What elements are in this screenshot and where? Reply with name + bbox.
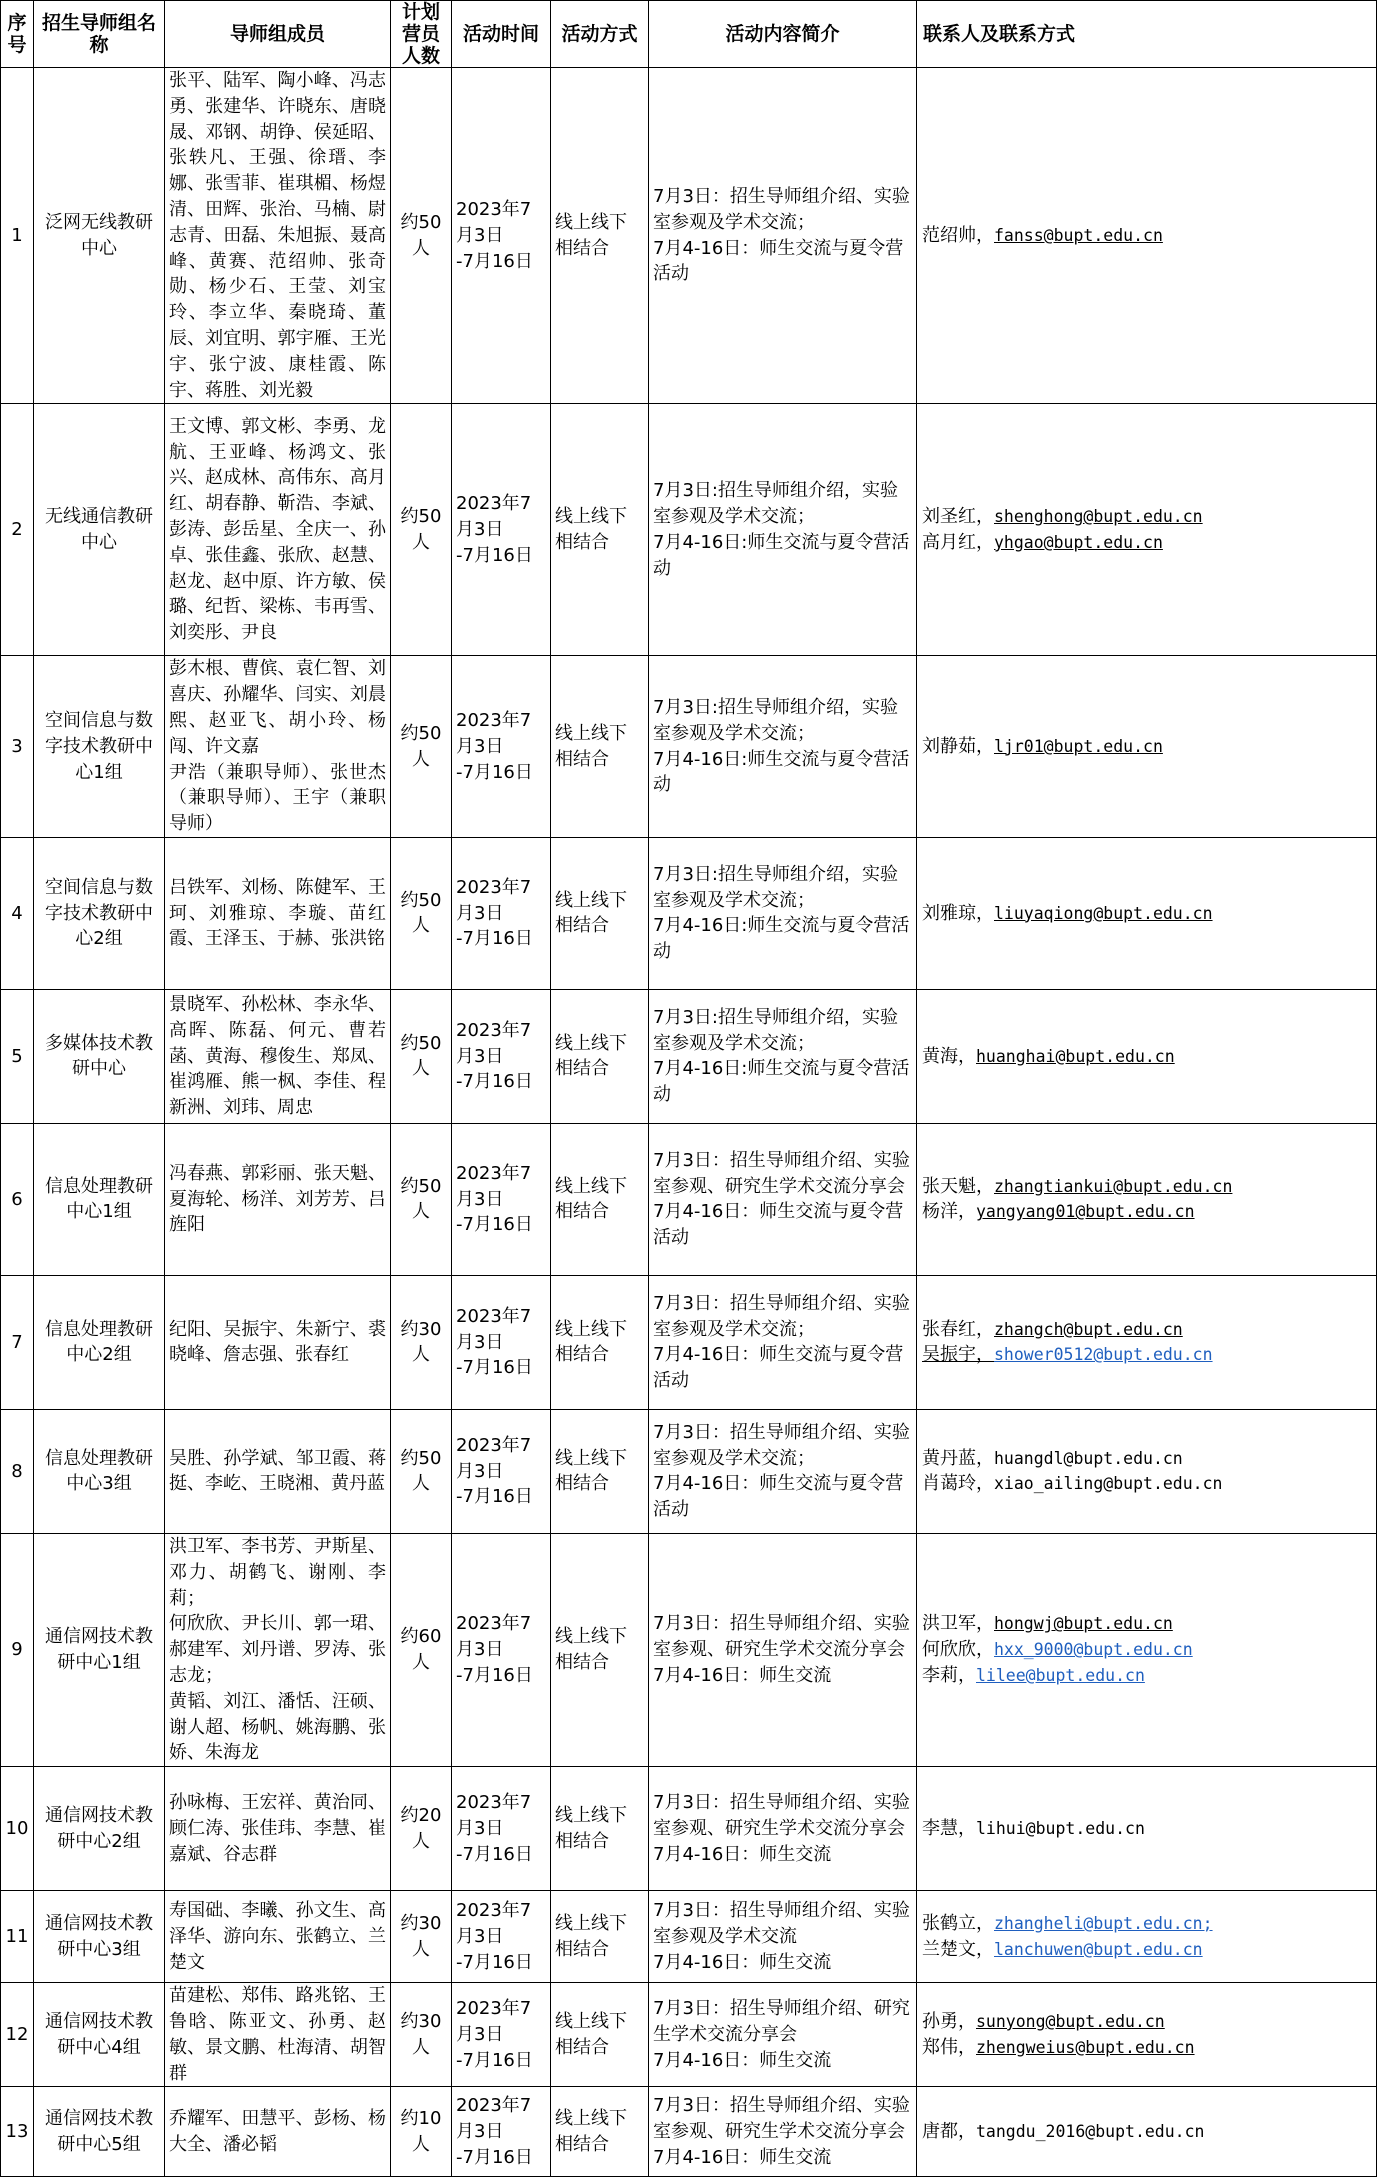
activity-time: 2023年7月3日 -7月16日 [452, 1123, 551, 1275]
activity-time: 2023年7月3日 -7月16日 [452, 1983, 551, 2087]
camper-count: 约10人 [391, 2087, 452, 2177]
row-index: 11 [1, 1891, 34, 1983]
header-contact: 联系人及联系方式 [917, 1, 1377, 68]
header-row [1, 1, 1377, 68]
group-members: 王文博、郭文彬、李勇、龙航、王亚峰、杨鸿文、张兴、赵成林、高伟东、高月红、胡春静、靳浩、李斌、彭涛、彭岳星、全庆一、孙卓、张佳鑫、张欣、赵慧、赵龙、赵中原、许方敏、侯璐、纪哲、梁栋、韦再雪、刘奕彤、尹良 [165, 404, 391, 656]
contact-cell [917, 1275, 1377, 1409]
activity-content: 7月3日：招生导师组介绍、实验室参观、研究生学术交流分享会 7月4-16日：师生交流 [649, 1533, 917, 1766]
table-row [1, 1409, 1377, 1533]
contact-line [922, 1317, 1372, 1343]
table-row [1, 1891, 1377, 1983]
activity-mode: 线上线下相结合 [551, 2087, 649, 2177]
row-index: 13 [1, 2087, 34, 2177]
activity-mode: 线上线下相结合 [551, 1767, 649, 1891]
table-row [1, 68, 1377, 404]
contact-name: 何欣欣， [922, 1639, 994, 1661]
row-index: 8 [1, 1409, 34, 1533]
camper-count: 约50人 [391, 404, 452, 656]
group-name: 空间信息与数字技术教研中心2组 [34, 837, 165, 989]
row-index: 5 [1, 989, 34, 1123]
group-name: 通信网技术教研中心5组 [34, 2087, 165, 2177]
contact-email-link[interactable]: tangdu_2016@bupt.edu.cn [976, 2121, 1205, 2141]
contact-name: 杨洋， [922, 1201, 976, 1223]
contact-email-link[interactable]: liuyaqiong@bupt.edu.cn [994, 903, 1213, 923]
contact-line [922, 223, 1372, 249]
contact-line [922, 1937, 1372, 1963]
table-row [1, 1275, 1377, 1409]
group-members: 冯春燕、郭彩丽、张天魁、夏海轮、杨洋、刘芳芳、吕旌阳 [165, 1123, 391, 1275]
contact-cell [917, 1409, 1377, 1533]
group-members: 景晓军、孙松林、李永华、高晖、陈磊、何元、曹若菡、黄海、穆俊生、郑凤、崔鸿雁、熊一枫、李佳、程新洲、刘玮、周忠 [165, 989, 391, 1123]
group-members: 吕铁军、刘杨、陈健军、王珂、刘雅琼、李璇、苗红霞、王泽玉、于赫、张洪铭 [165, 837, 391, 989]
group-members: 寿国础、李曦、孙文生、高泽华、游向东、张鹤立、兰楚文 [165, 1891, 391, 1983]
activity-mode: 线上线下相结合 [551, 656, 649, 838]
contact-email-link[interactable]: zhangch@bupt.edu.cn [994, 1319, 1183, 1339]
contact-email-link[interactable]: shenghong@bupt.edu.cn [994, 507, 1203, 527]
header-time: 活动时间 [452, 1, 551, 68]
header-content: 活动内容简介 [649, 1, 917, 68]
contact-line [922, 1911, 1372, 1937]
contact-line [922, 1044, 1372, 1070]
table-row [1, 1123, 1377, 1275]
activity-time: 2023年7月3日 -7月16日 [452, 1275, 551, 1409]
activity-mode: 线上线下相结合 [551, 1983, 649, 2087]
contact-email-link[interactable]: yangyang01@bupt.edu.cn [976, 1202, 1195, 1222]
contact-name: 吴振宇， [922, 1344, 994, 1366]
contact-name: 李莉， [922, 1664, 976, 1686]
row-index: 2 [1, 404, 34, 656]
row-index: 9 [1, 1533, 34, 1766]
contact-email-link[interactable]: hongwj@bupt.edu.cn [994, 1614, 1173, 1634]
group-members: 苗建松、郑伟、路兆铭、王鲁晗、陈亚文、孙勇、赵敏、景文鹏、杜海清、胡智群 [165, 1983, 391, 2087]
activity-time: 2023年7月3日 -7月16日 [452, 656, 551, 838]
group-name: 无线通信教研中心 [34, 404, 165, 656]
table-row [1, 989, 1377, 1123]
contact-line [922, 2035, 1372, 2061]
header-idx: 序号 [1, 1, 34, 68]
row-index: 3 [1, 656, 34, 838]
contact-name: 黄丹蓝， [922, 1447, 994, 1469]
contact-name: 张鹤立， [922, 1912, 994, 1934]
activity-mode: 线上线下相结合 [551, 1123, 649, 1275]
activity-time: 2023年7月3日 -7月16日 [452, 1409, 551, 1533]
contact-line [922, 1199, 1372, 1225]
activity-mode: 线上线下相结合 [551, 1409, 649, 1533]
contact-name: 黄海， [922, 1045, 976, 1067]
contact-name: 刘圣红， [922, 506, 994, 528]
camper-count: 约30人 [391, 1275, 452, 1409]
activity-mode: 线上线下相结合 [551, 68, 649, 404]
group-name: 泛网无线教研中心 [34, 68, 165, 404]
contact-email-link[interactable]: lihui@bupt.edu.cn [976, 1818, 1145, 1838]
row-index: 10 [1, 1767, 34, 1891]
activity-content: 7月3日:招生导师组介绍，实验室参观及学术交流； 7月4-16日:师生交流与夏令营活动 [649, 404, 917, 656]
contact-name: 刘静茹， [922, 735, 994, 757]
camper-count: 约50人 [391, 989, 452, 1123]
contact-line [922, 530, 1372, 556]
activity-mode: 线上线下相结合 [551, 1533, 649, 1766]
contact-email-link[interactable]: fanss@bupt.edu.cn [994, 225, 1163, 245]
activity-mode: 线上线下相结合 [551, 989, 649, 1123]
contact-name: 肖蔼玲， [922, 1473, 994, 1495]
contact-email-link[interactable]: huangdl@bupt.edu.cn [994, 1448, 1183, 1468]
table-row [1, 1983, 1377, 2087]
contact-line [922, 1816, 1372, 1842]
contact-email-link[interactable]: xiao_ailing@bupt.edu.cn [994, 1474, 1223, 1494]
activity-content: 7月3日：招生导师组介绍、实验室参观、研究生学术交流分享会 7月4-16日：师生交流 [649, 1767, 917, 1891]
row-index: 1 [1, 68, 34, 404]
activity-mode: 线上线下相结合 [551, 1275, 649, 1409]
group-name: 空间信息与数字技术教研中心1组 [34, 656, 165, 838]
table-row [1, 837, 1377, 989]
group-members: 张平、陆军、陶小峰、冯志勇、张建华、许晓东、唐晓晟、邓钢、胡铮、侯延昭、张轶凡、王强、徐瑨、李娜、张雪菲、崔琪楣、杨煜清、田辉、张治、马楠、尉志青、田磊、朱旭振、聂高峰、黄赛、范绍帅、张奇勋、杨少石、王莹、刘宝玲、李立华、秦晓琦、董辰、刘宜明、郭宇雁、王光宇、张宁波、康桂霞、陈宇、蒋胜、刘光毅 [165, 68, 391, 404]
contact-line [922, 901, 1372, 927]
contact-email-link[interactable]: zhangtiankui@bupt.edu.cn [994, 1176, 1233, 1196]
contact-line [922, 1611, 1372, 1637]
contact-cell [917, 989, 1377, 1123]
table-row [1, 1767, 1377, 1891]
contact-cell [917, 1767, 1377, 1891]
camper-count: 约50人 [391, 656, 452, 838]
contact-cell [917, 1891, 1377, 1983]
contact-line [922, 1446, 1372, 1472]
contact-name: 孙勇， [922, 2010, 976, 2032]
group-name: 通信网技术教研中心2组 [34, 1767, 165, 1891]
activity-content: 7月3日：招生导师组介绍、实验室参观及学术交流； 7月4-16日：师生交流与夏令营活动 [649, 1275, 917, 1409]
contact-cell [917, 1123, 1377, 1275]
activity-content: 7月3日：招生导师组介绍、实验室参观、研究生学术交流分享会 7月4-16日：师生交流 [649, 2087, 917, 2177]
header-members: 导师组成员 [165, 1, 391, 68]
contact-cell [917, 837, 1377, 989]
row-index: 12 [1, 1983, 34, 2087]
contact-line [922, 734, 1372, 760]
camper-count: 约50人 [391, 1409, 452, 1533]
contact-email-link[interactable]: zhengweius@bupt.edu.cn [976, 2037, 1195, 2057]
activity-time: 2023年7月3日 -7月16日 [452, 1891, 551, 1983]
header-group: 招生导师组名称 [34, 1, 165, 68]
contact-line [922, 504, 1372, 530]
group-name: 信息处理教研中心2组 [34, 1275, 165, 1409]
activity-content: 7月3日:招生导师组介绍，实验室参观及学术交流； 7月4-16日:师生交流与夏令营活动 [649, 656, 917, 838]
camper-count: 约20人 [391, 1767, 452, 1891]
activity-mode: 线上线下相结合 [551, 837, 649, 989]
table-row [1, 2087, 1377, 2177]
contact-email-link[interactable]: huanghai@bupt.edu.cn [976, 1046, 1175, 1066]
activity-content: 7月3日：招生导师组介绍、实验室参观、研究生学术交流分享会 7月4-16日：师生交流与夏令营活动 [649, 1123, 917, 1275]
contact-name: 兰楚文， [922, 1938, 994, 1960]
contact-name: 范绍帅， [922, 224, 994, 246]
row-index: 6 [1, 1123, 34, 1275]
activity-mode: 线上线下相结合 [551, 1891, 649, 1983]
contact-email-link[interactable]: lanchuwen@bupt.edu.cn [994, 1939, 1203, 1959]
group-name: 信息处理教研中心3组 [34, 1409, 165, 1533]
camper-count: 约30人 [391, 1983, 452, 2087]
contact-line [922, 1471, 1372, 1497]
group-members: 孙咏梅、王宏祥、黄治同、顾仁涛、张佳玮、李慧、崔嘉斌、谷志群 [165, 1767, 391, 1891]
camper-count: 约60人 [391, 1533, 452, 1766]
group-members: 乔耀军、田慧平、彭杨、杨大全、潘必韬 [165, 2087, 391, 2177]
group-name: 信息处理教研中心1组 [34, 1123, 165, 1275]
contact-line [922, 1663, 1372, 1689]
contact-email-link[interactable]: hxx_9000@bupt.edu.cn [994, 1640, 1193, 1660]
group-members: 吴胜、孙学斌、邹卫霞、蒋挺、李屹、王晓湘、黄丹蓝 [165, 1409, 391, 1533]
table-row [1, 404, 1377, 656]
activity-content: 7月3日：招生导师组介绍、实验室参观及学术交流 7月4-16日：师生交流 [649, 1891, 917, 1983]
contact-line [922, 1174, 1372, 1200]
contact-name: 张春红， [922, 1318, 994, 1340]
contact-name: 唐都， [922, 2120, 976, 2142]
activity-content: 7月3日：招生导师组介绍、研究生学术交流分享会 7月4-16日：师生交流 [649, 1983, 917, 2087]
contact-email-link[interactable]: lilee@bupt.edu.cn [976, 1665, 1145, 1685]
contact-cell [917, 404, 1377, 656]
table-row [1, 1533, 1377, 1766]
group-members: 彭木根、曹傧、袁仁智、刘喜庆、孙耀华、闫实、刘晨熙、赵亚飞、胡小玲、杨闯、许文嘉 尹浩（兼职导师）、张世杰（兼职导师）、王宇（兼职导师） [165, 656, 391, 838]
camper-count: 约30人 [391, 1891, 452, 1983]
camper-count: 约50人 [391, 68, 452, 404]
contact-email-link[interactable]: zhangheli@bupt.edu.cn; [994, 1913, 1213, 1933]
contact-name: 郑伟， [922, 2036, 976, 2058]
row-index: 4 [1, 837, 34, 989]
contact-cell [917, 1533, 1377, 1766]
contact-email-link[interactable]: yhgao@bupt.edu.cn [994, 532, 1163, 552]
activity-content: 7月3日:招生导师组介绍，实验室参观及学术交流； 7月4-16日:师生交流与夏令营活动 [649, 837, 917, 989]
contact-name: 张天魁， [922, 1175, 994, 1197]
activity-time: 2023年7月3日 -7月16日 [452, 989, 551, 1123]
group-name: 通信网技术教研中心4组 [34, 1983, 165, 2087]
contact-cell [917, 656, 1377, 838]
activity-content: 7月3日：招生导师组介绍、实验室参观及学术交流； 7月4-16日：师生交流与夏令营活动 [649, 68, 917, 404]
camper-count: 约50人 [391, 1123, 452, 1275]
row-index: 7 [1, 1275, 34, 1409]
contact-cell [917, 2087, 1377, 2177]
activity-mode: 线上线下相结合 [551, 404, 649, 656]
contact-name: 刘雅琼， [922, 902, 994, 924]
contact-name: 李慧， [922, 1817, 976, 1839]
contact-line [922, 2009, 1372, 2035]
header-count: 计划营员人数 [391, 1, 452, 68]
contact-email-link[interactable]: shower0512@bupt.edu.cn [994, 1345, 1213, 1365]
contact-name: 高月红， [922, 531, 994, 553]
contact-cell [917, 1983, 1377, 2087]
contact-email-link[interactable]: sunyong@bupt.edu.cn [976, 2011, 1165, 2031]
contact-line [922, 2119, 1372, 2145]
group-name: 通信网技术教研中心3组 [34, 1891, 165, 1983]
activity-time: 2023年7月3日 -7月16日 [452, 404, 551, 656]
table-row [1, 656, 1377, 838]
camper-count: 约50人 [391, 837, 452, 989]
group-name: 通信网技术教研中心1组 [34, 1533, 165, 1766]
group-members: 纪阳、吴振宇、朱新宁、裘晓峰、詹志强、张春红 [165, 1275, 391, 1409]
contact-line [922, 1637, 1372, 1663]
header-mode: 活动方式 [551, 1, 649, 68]
activity-time: 2023年7月3日 -7月16日 [452, 1533, 551, 1766]
contact-email-link[interactable]: ljr01@bupt.edu.cn [994, 736, 1163, 756]
group-members: 洪卫军、李书芳、尹斯星、邓力、胡鹤飞、谢刚、李莉； 何欣欣、尹长川、郭一珺、郝建军、刘丹谱、罗涛、张志龙； 黄韬、刘江、潘恬、汪硕、谢人超、杨帆、姚海鹏、张娇、朱海龙 [165, 1533, 391, 1766]
activity-content: 7月3日：招生导师组介绍、实验室参观及学术交流； 7月4-16日：师生交流与夏令营活动 [649, 1409, 917, 1533]
activity-time: 2023年7月3日 -7月16日 [452, 68, 551, 404]
contact-cell [917, 68, 1377, 404]
contact-name: 洪卫军， [922, 1613, 994, 1635]
contact-line [922, 1342, 1372, 1368]
group-name: 多媒体技术教研中心 [34, 989, 165, 1123]
activity-time: 2023年7月3日 -7月16日 [452, 837, 551, 989]
activity-time: 2023年7月3日 -7月16日 [452, 1767, 551, 1891]
activity-time: 2023年7月3日 -7月16日 [452, 2087, 551, 2177]
activity-content: 7月3日:招生导师组介绍，实验室参观及学术交流； 7月4-16日:师生交流与夏令营活动 [649, 989, 917, 1123]
